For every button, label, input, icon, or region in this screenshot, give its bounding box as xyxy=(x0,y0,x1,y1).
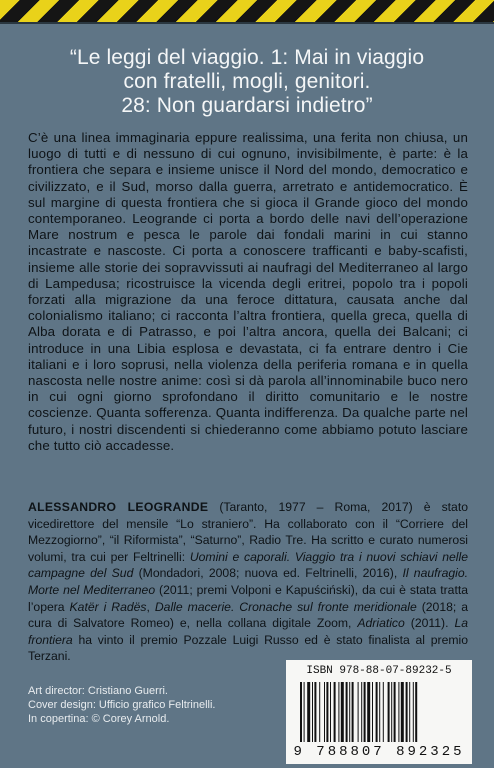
bio-title: Adriatico xyxy=(357,616,405,631)
bio-title: Dalle macerie. Cronache sul fronte meridionale xyxy=(154,599,417,614)
bio-title: Katër i Radës xyxy=(69,599,147,614)
bio-text: (2011; premi Volponi e Kapuściński), da cui è stata tratta l’opera xyxy=(28,582,468,614)
quote-line-3: 28: Non guardarsi indietro” xyxy=(121,94,373,117)
isbn-label: ISBN 978-88-07-89232-5 xyxy=(306,665,452,677)
cover-photo-credit: In copertina: © Corey Arnold. xyxy=(28,713,170,725)
epigraph-quote xyxy=(40,46,454,118)
barcode-icon xyxy=(300,682,458,742)
bio-text: (2011). xyxy=(404,616,455,631)
bio-title: Uomini e caporali. Viaggio tra i nuovi schiavi nelle campagne del Sud xyxy=(28,549,468,581)
quote-line-1: “Le leggi del viaggio. 1: Mai in viaggio xyxy=(69,46,425,69)
bio-title: La frontiera xyxy=(28,616,469,647)
bio-text: (Mondadori, 2008; nuova ed. Feltrinelli, 2016), xyxy=(133,566,403,581)
quote-line-2: con fratelli, mogli, genitori. xyxy=(123,70,371,93)
bio-text: , xyxy=(146,599,155,614)
hazard-stripe-band xyxy=(0,0,494,22)
bio-title: Il naufragio. Morte nel Mediterraneo xyxy=(28,566,468,597)
barcode-panel xyxy=(286,660,472,764)
author-bio xyxy=(28,499,468,665)
bio-text: ha vinto il premio Pozzale Luigi Russo ed è stato finalista al premio Terzani. xyxy=(28,632,468,664)
author-name: ALESSANDRO LEOGRANDE xyxy=(28,500,209,514)
book-description: C’è una linea immaginaria eppure realissima, una ferita non chiusa, un luogo di tutti e di nessuno di cui ognuno, invisibilmente, è parte: è la frontiera che separa e insieme unisce il Nord del mondo, democratico e civilizzato, e il Sud, morso dalla guerra, arretrato e antidemocratico. È sul margine di questa frontiera che si gioca il Grande gioco del mondo contemporaneo. Leogrande ci porta a bordo delle navi dell’operazione Mare nostrum e pesca le parole dai fondali marini in cui stanno incastrate e nascoste. Ci porta a conoscere trafficanti e baby-scafisti, insieme alle storie dei sopravvissuti ai naufragi del Mediterraneo al largo di Lampedusa; ricostruisce la vicenda degli eritrei, popolo tra i popoli forzati alla migrazione da una feroce dittatura, causata anche dal colonialismo italiano; ci racconta l’altra frontiera, quella greca, quella di Alba dorata e di Patrasso, e poi l’altra ancora, quella dei Balcani; ci introduce in una Libia esplosa e devastata, ci fa entrare dentro i Cie italiani e i loro soprusi, nella violenza della periferia romana e in quella nascosta nelle nostre anime: così si dà parola all’innominabile buco nero in cui ogni giorno sprofondano il diritto comunitario e le nostre coscienze. Quanta sofferenza. Quanta indifferenza. Da qualche parte nel futuro, i nostri discendenti si chiederanno come abbiamo potuto lasciare che tutto ciò accadesse. xyxy=(28,130,468,453)
cover-design-credit: Cover design: Ufficio grafico Feltrinelli. xyxy=(28,699,216,711)
ean-number: 9 788807 892325 xyxy=(293,744,465,760)
stripe-divider xyxy=(0,22,494,24)
bio-text: (2018; a cura di Salvatore Romeo) e, nella collana digitale Zoom, xyxy=(28,599,468,631)
art-director-credit: Art director: Cristiano Guerri. xyxy=(28,685,168,697)
cover-credits xyxy=(28,684,258,726)
bio-text: (Taranto, 1977 – Roma, 2017) è stato vicedirettore del mensile “Lo straniero”. Ha collaborato con il “Corriere del Mezzogiorno”, “il Riformista”, “Saturno”, Radio Tre. Ha scritto e curato numerosi volumi, tra cui per Feltrinelli: xyxy=(28,500,468,564)
